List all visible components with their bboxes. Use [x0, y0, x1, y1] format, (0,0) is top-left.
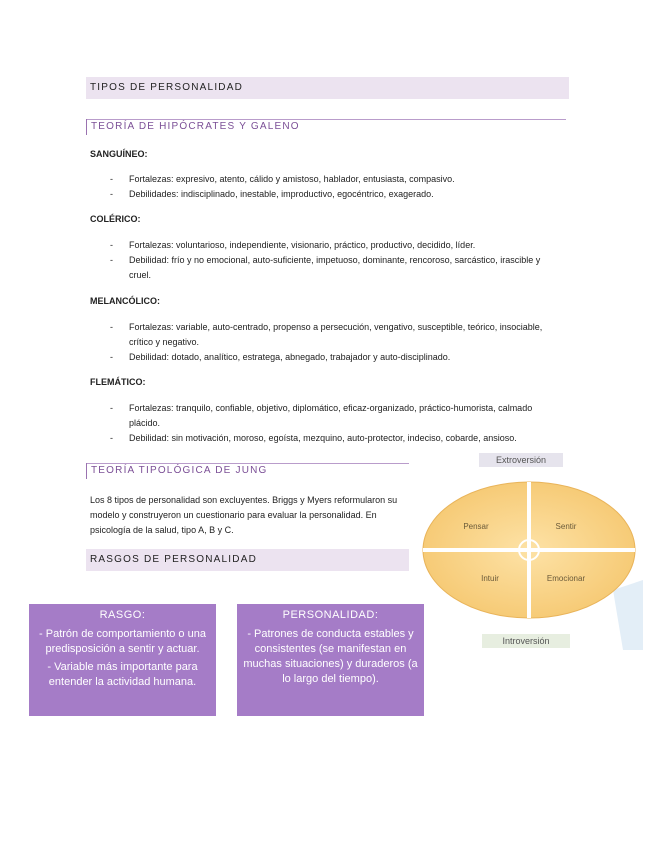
extroversion-label: Extroversión [479, 453, 563, 467]
section-title-hipocrates: TEORÍA DE HIPÓCRATES Y GALENO [86, 119, 566, 135]
rasgo-box [29, 604, 216, 716]
type-label-colerico: COLÉRICO: [90, 214, 141, 224]
bullet-text: Debilidad: frío y no emocional, auto-suficiente, impetuoso, dominante, rencoroso, sarcástico, irascible y cruel. [129, 255, 541, 280]
type-label-flematico: FLEMÁTICO: [90, 377, 146, 387]
jung-functions-diagram [418, 450, 643, 655]
section-title-jung: TEORÍA TIPOLÓGICA DE JUNG [86, 463, 409, 479]
personalidad-box [237, 604, 424, 716]
section-title-rasgos: RASGOS DE PERSONALIDAD [86, 549, 409, 571]
bullet-text: Debilidad: dotado, analítico, estratega, abnegado, trabajador y auto-disciplinado. [129, 352, 451, 362]
quadrant-pensar: Pensar [463, 522, 489, 531]
bullet-dash: - [110, 433, 113, 443]
bullet-dash: - [110, 255, 113, 265]
bullet-dash: - [110, 403, 113, 413]
list-item [110, 350, 550, 365]
list-item [110, 320, 550, 350]
bullet-text: Fortalezas: variable, auto-centrado, propenso a persecución, vengativo, susceptible, teórico, insociable, crítico y negativo. [129, 322, 543, 347]
list-item [110, 172, 550, 187]
list-item [110, 431, 560, 446]
bullet-dash: - [110, 189, 113, 199]
rasgo-box-title: RASGO: [99, 609, 146, 621]
quadrant-sentir: Sentir [555, 522, 577, 531]
list-item [110, 238, 550, 253]
bullet-dash: - [110, 322, 113, 332]
diagram-ellipse [418, 450, 643, 655]
jung-paragraph: Los 8 tipos de personalidad son excluyentes. Briggs y Myers reformularon su modelo y construyeron un cuestionario para evaluar la personalidad. En psicología de la salud, tipo A, B y C. [90, 495, 398, 535]
type-label-sanguineo: SANGUÍNEO: [90, 149, 148, 159]
list-item [110, 401, 550, 431]
introversion-label: Introversión [482, 634, 570, 648]
quadrant-intuir: Intuir [481, 574, 499, 583]
quadrant-emocionar: Emocionar [546, 574, 586, 583]
list-item [110, 253, 550, 283]
page-title: TIPOS DE PERSONALIDAD [86, 77, 569, 99]
bullet-text: Fortalezas: expresivo, atento, cálido y amistoso, hablador, entusiasta, compasivo. [129, 174, 455, 184]
bullet-dash: - [110, 240, 113, 250]
bullet-dash: - [110, 174, 113, 184]
rasgo-box-line: - Variable más importante para entender la actividad humana. [47, 661, 198, 688]
bullet-text: Fortalezas: tranquilo, confiable, objetivo, diplomático, eficaz-organizado, práctico-humorista, calmado plácido. [129, 403, 533, 428]
bullet-text: Debilidad: sin motivación, moroso, egoísta, mezquino, auto-protector, indeciso, cobarde, ansioso. [129, 433, 517, 443]
type-label-melancolico: MELANCÓLICO: [90, 296, 160, 306]
bullet-dash: - [110, 352, 113, 362]
rasgo-box-line: - Patrón de comportamiento o una predisposición a sentir y actuar. [39, 628, 206, 655]
personalidad-box-title: PERSONALIDAD: [282, 609, 379, 621]
bullet-text: Debilidades: indisciplinado, inestable, improductivo, egocéntrico, exagerado. [129, 189, 434, 199]
bullet-text: Fortalezas: voluntarioso, independiente, visionario, práctico, productivo, decidido, líder. [129, 240, 476, 250]
list-item [110, 187, 550, 202]
personalidad-box-line: - Patrones de conducta estables y consistentes (se manifestan en muchas situaciones) y duraderos (a lo largo del tiempo). [243, 628, 418, 685]
decor-shape [613, 580, 643, 650]
